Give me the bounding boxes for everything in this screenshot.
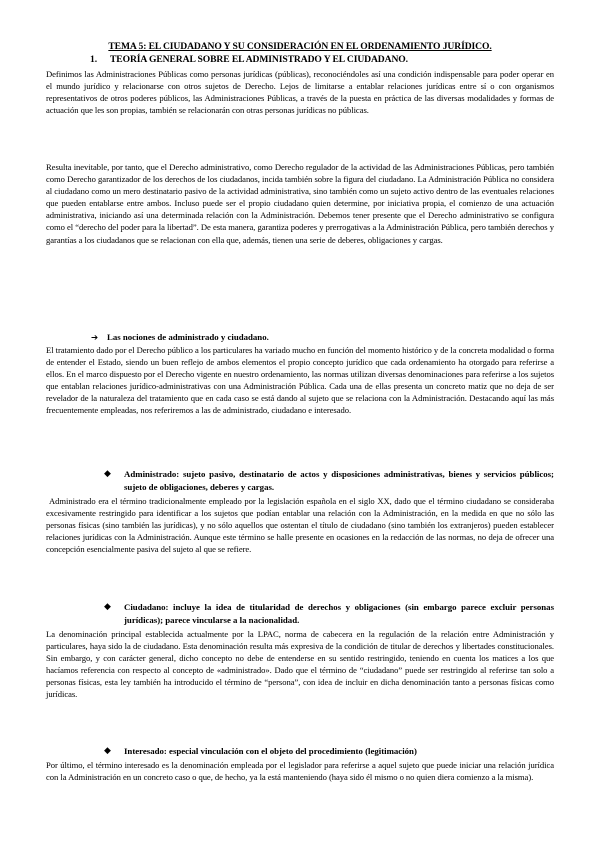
derecho-paragraph: Resulta inevitable, por tanto, que el Derecho administrativo, como Derecho regulador de la actividad de las Administraciones Públicas, pero también como Derecho garantizador de los derechos de los ciudadanos, incida también sobre la figura del ciudadano. La Administración Pública no considera al ciudadano como un mero destinatario pasivo de la actividad administrativa, sino también como un sujeto activo dentro de las eventuales relaciones que pueden entablarse entre ambos. Incluso puede ser el propio ciudadano quien determine, por iniciativa propia, el comienzo de una actuación administrativa, iniciando así una determinada relación con la Administración. Debemos tener presente que el Derecho administrativo se configura como el “derecho del poder para la libertad”. De esta manera, garantiza poderes y prerrogativas a la Administración Pública, pero también derechos y garantías a los ciudadanos que se relacionan con ella que, además, tienen una serie de deberes, obligaciones y cargas. xyxy=(46,162,554,245)
interesado-heading-text: Interesado: especial vinculación con el objeto del procedimiento (legitimación) xyxy=(124,746,417,756)
document-title: TEMA 5: EL CIUDADANO Y SU CONSIDERACIÓN EN EL ORDENAMIENTO JURÍDICO. xyxy=(108,41,492,52)
arrow-right-icon: ➔ xyxy=(91,333,99,343)
section-number: 1. xyxy=(90,54,97,65)
nociones-heading xyxy=(91,331,269,344)
ciudadano-heading-text: Ciudadano: incluye la idea de titularidad de derechos y obligaciones (sin embargo parece excluir personas jurídicas); parece vincularse a la nacionalidad. xyxy=(124,602,554,625)
administrado-paragraph: Administrado era el término tradicionalmente empleado por la legislación española en el siglo XX, dado que el término ciudadano se consideraba excesivamente restringido para identificar a los sujetos que podían entablar una relación con la Administración, en la medida en que no sólo las personas físicas (sino también las jurídicas), y no sólo aquellos que ostentan el título de ciudadano (sino también los extranjeros) pueden establecer relaciones jurídicas con la Administración. Aunque este término se halle presente en ocasiones en la redacción de las normas, no deja de ofrecer una concepción esencialmente pasiva del sujeto al que se refiere. xyxy=(46,496,554,555)
nociones-paragraph: El tratamiento dado por el Derecho público a los particulares ha variado mucho en función del momento histórico y de la concreta modalidad o forma de entender el Estado, siendo un buen reflejo de ambos elementos el propio concepto jurídico que cada ordenamiento ha otorgado para referirse a ellos. En el marco dispuesto por el Derecho vigente en nuestro ordenamiento, las normas utilizan diversas denominaciones para referirse a los sujetos que entablan relaciones jurídico-administrativas con una Administración Pública. Cada una de ellas presenta un concreto matiz que no deja de ser revelador de la naturaleza del tratamiento que en cada caso se está dando al sujeto que se relaciona con la Administración. Destacando aquí las más frecuentemente empleadas, nos referiremos a las de administrado, ciudadano e interesado. xyxy=(46,345,554,416)
interesado-paragraph: Por último, el término interesado es la denominación empleada por el legislador para referirse a aquel sujeto que puede iniciar una relación jurídica con la Administración en un concreto caso o que, de hecho, ya la está manteniendo (haya sido él mismo o no quien diera comienzo a la misma). xyxy=(46,760,554,783)
section-heading xyxy=(90,54,408,66)
administrado-heading xyxy=(104,468,554,493)
nociones-heading-text: Las nociones de administrado y ciudadano. xyxy=(107,332,269,342)
section-heading-text: TEORÍA GENERAL SOBRE EL ADMINISTRADO Y EL CIUDADANO. xyxy=(110,54,408,65)
ciudadano-heading xyxy=(104,601,554,626)
diamond-bullet-icon: ◆ xyxy=(104,746,111,756)
diamond-bullet-icon: ◆ xyxy=(104,602,111,612)
diamond-bullet-icon: ◆ xyxy=(104,469,111,479)
intro-paragraph: Definimos las Administraciones Públicas como personas jurídicas (públicas), reconociéndoles así una condición indispensable para poder operar en el mundo jurídico y relacionarse con otros sujetos de Derecho. Lejos de limitarse a entablar relaciones jurídicas entre sí o con organismos representativos de otros poderes públicos, las Administraciones Públicas, a través de la puesta en práctica de las diversas modalidades y formas de actuación que les son propias, también se relacionarán con otras personas jurídicas no públicas. xyxy=(46,69,554,116)
administrado-heading-text: Administrado: sujeto pasivo, destinatario de actos y disposiciones administrativas, bienes y servicios públicos; sujeto de obligaciones, deberes y cargas. xyxy=(124,469,554,492)
ciudadano-paragraph: La denominación principal establecida actualmente por la LPAC, norma de cabecera en la regulación de la relación entre Administración y particulares, haya sido la de ciudadano. Esta denominación resulta más expresiva de la condición de titular de derechos y libertades constitucionales. Sin embargo, y con carácter general, dicho concepto no debe de entenderse en su sentido restringido, teniendo en cuenta los matices a los que hacíamos referencia con respecto al concepto de «administrado». Dado que el término de “ciudadano” puede ser restringido al referirse tan solo a personas físicas, esta ley también ha introducido el término de “persona”, con idea de incluir en dicha denominación tanto a personas físicas como jurídicas. xyxy=(46,629,554,700)
interesado-heading xyxy=(104,745,554,758)
